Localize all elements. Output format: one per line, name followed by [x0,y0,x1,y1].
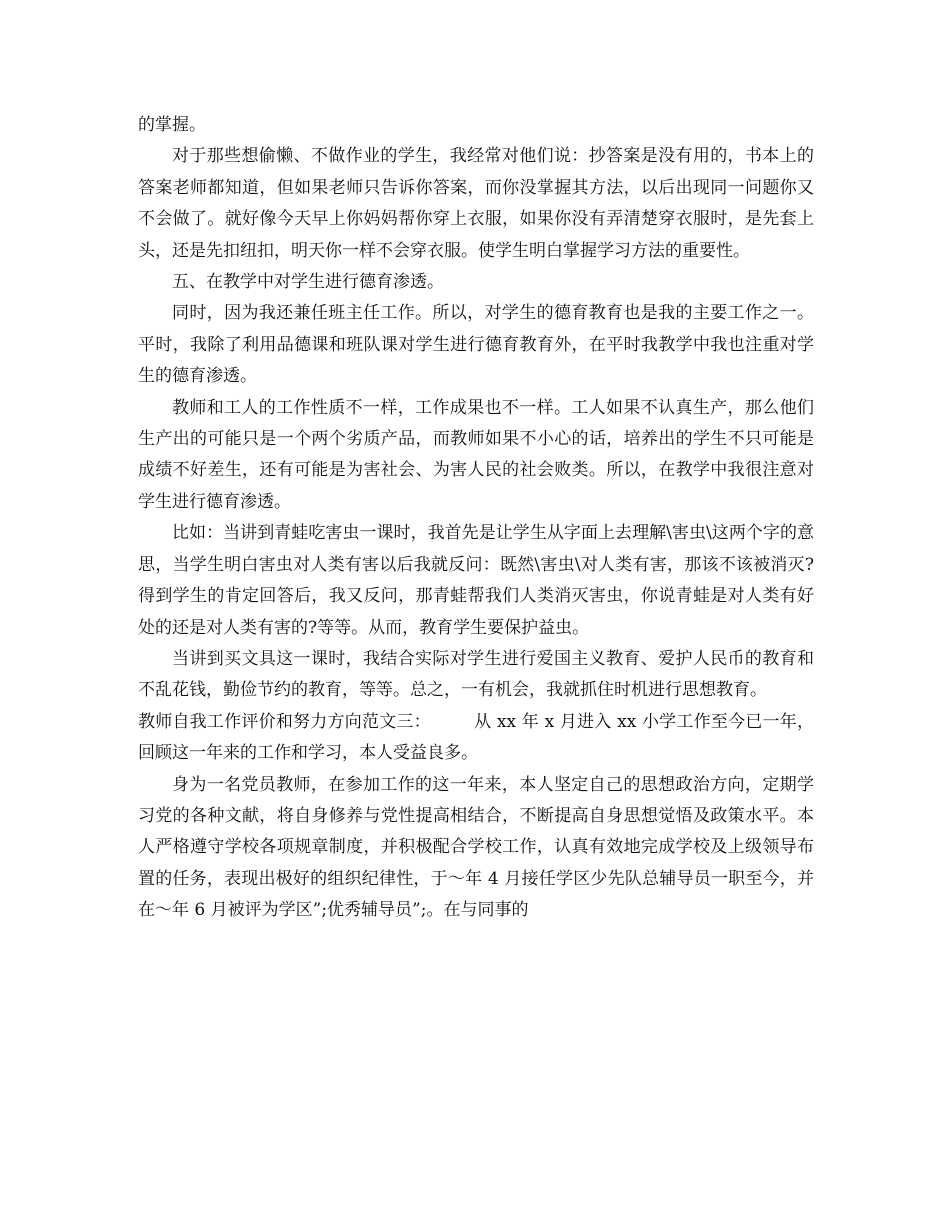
paragraph-4: 教师和工人的工作性质不一样，工作成果也不一样。工人如果不认真生产，那么他们生产出的可能只是一个两个劣质产品，而教师如果不小心的话，培养出的学生不只可能是成绩不好差生，还有可能是为害社会、为害人民的社会败类。所以，在教学中我很注意对学生进行德育渗透。 [138,397,814,512]
sample-three-heading: 教师自我工作评价和努力方向范文三： 从 xx 年 x 月进入 xx 小学工作至今已一年，回顾这一年来的工作和学习，本人受益良多。 [138,711,814,764]
document-body [138,110,814,927]
paragraph-1: 的掌握。 [138,115,206,135]
paragraph-5: 比如：当讲到青蛙吃害虫一课时，我首先是让学生从字面上去理解\害虫\这两个字的意思，当学生明白害虫对人类有害以后我就反问：既然\害虫\对人类有害，那该不该被消灭?得到学生的肯定回答后，我又反问，那青蛙帮我们人类消灭害虫，你说青蛙是对人类有好处的还是对人类有害的?等等。从而，教育学生要保护益虫。 [138,523,814,638]
paragraph-7: 身为一名党员教师，在参加工作的这一年来，本人坚定自己的思想政治方向，定期学习党的各种文献，将自身修养与党性提高相结合，不断提高自身思想觉悟及政策水平。本人严格遵守学校各项规章制度，并积极配合学校工作，认真有效地完成学校及上级领导布置的任务，表现出极好的组织纪律性，于～年 4 月接任学区少先队总辅导员一职至今，并在～年 6 月被评为学区”;优秀辅导员”;。在与同事的 [138,774,814,921]
section-heading-5: 五、在教学中对学生进行德育渗透。 [172,272,444,293]
paragraph-6: 当讲到买文具这一课时，我结合实际对学生进行爱国主义教育、爱护人民币的教育和不乱花钱，勤俭节约的教育，等等。总之，一有机会，我就抓住时机进行思想教育。 [138,648,814,701]
paragraph-3: 同时，因为我还兼任班主任工作。所以，对学生的德育教育也是我的主要工作之一。平时，我除了利用品德课和班队课对学生进行德育教育外，在平时我教学中我也注重对学生的德育渗透。 [138,303,814,387]
paragraph-2: 对于那些想偷懒、不做作业的学生，我经常对他们说：抄答案是没有用的，书本上的答案老师都知道，但如果老师只告诉你答案，而你没掌握其方法，以后出现同一问题你又不会做了。就好像今天早上你妈妈帮你穿上衣服，如果你没有弄清楚穿衣服时，是先套上头，还是先扣纽扣，明天你一样不会穿衣服。使学生明白掌握学习方法的重要性。 [138,146,814,261]
